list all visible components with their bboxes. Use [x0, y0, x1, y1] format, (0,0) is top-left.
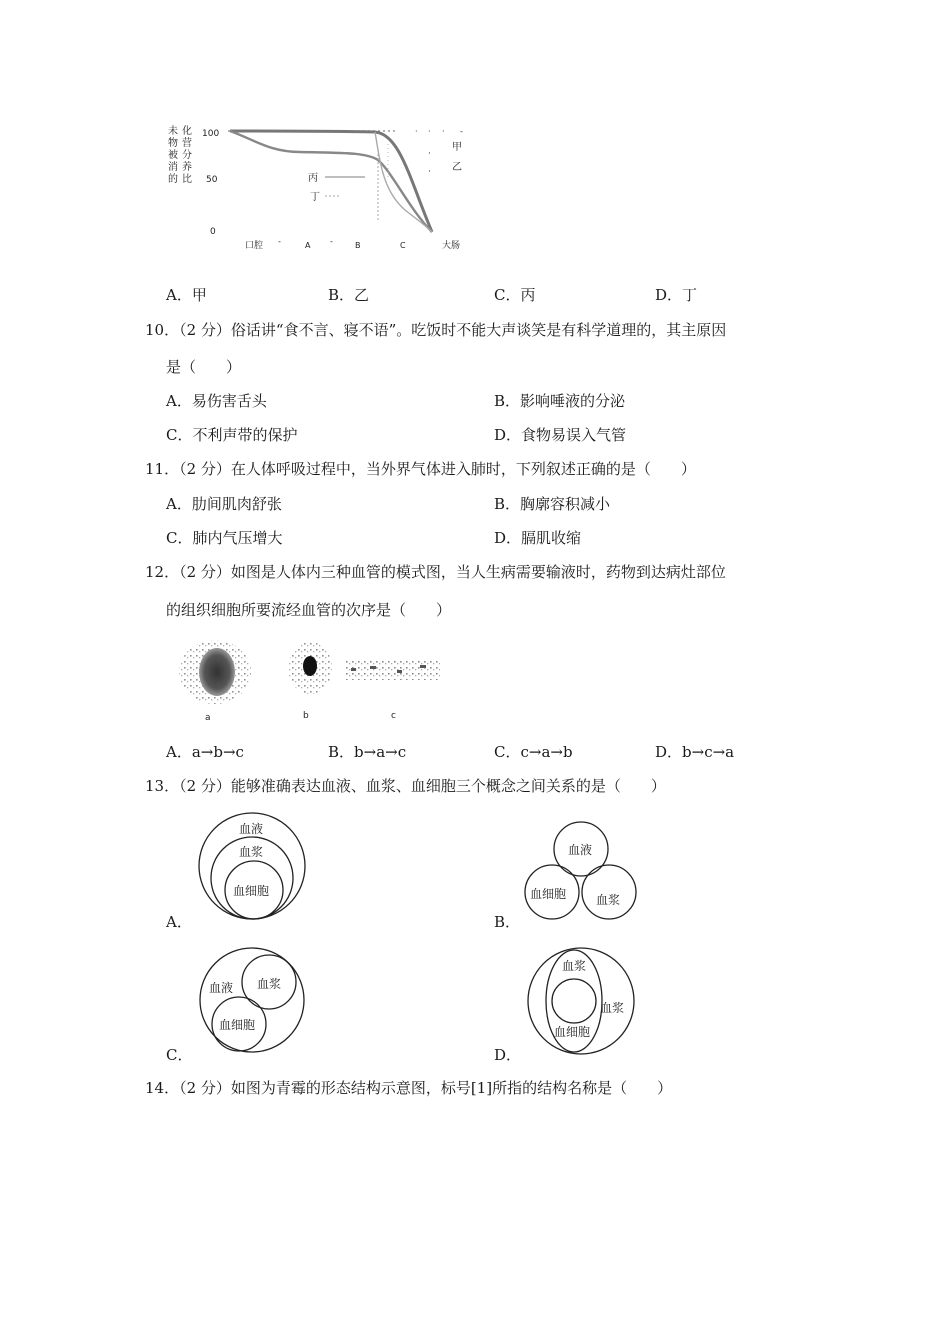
q13-stem	[145, 776, 666, 796]
ylabel-char: 物	[168, 138, 178, 149]
term-cells: 血细胞	[219, 1018, 256, 1032]
q10-option-c[interactable]	[166, 425, 298, 445]
option-text: 肺内气压增大	[192, 529, 283, 547]
label-c: c	[391, 711, 396, 721]
option-letter: C．	[166, 426, 193, 444]
term-blood: 血浆	[600, 1001, 625, 1015]
option-letter: C．	[494, 743, 521, 761]
option-text: 丁	[682, 286, 698, 304]
y-tick-0: 0	[210, 227, 216, 237]
y-tick-100: 100	[202, 129, 220, 139]
ylabel-char: 比	[182, 174, 192, 185]
ylabel-char: 消	[168, 162, 178, 173]
question-number: 13．	[145, 777, 180, 795]
venn-option-b[interactable]	[522, 812, 642, 922]
option-letter: D．	[494, 426, 522, 444]
svg-text:-: -	[460, 127, 463, 136]
q11-stem	[145, 459, 696, 479]
option-text: 膈肌收缩	[521, 529, 582, 547]
q9-option-d[interactable]	[655, 285, 697, 305]
q12-option-d[interactable]	[655, 742, 734, 762]
q11-option-a[interactable]	[166, 494, 282, 514]
option-text: a→b→c	[191, 743, 244, 761]
q9-option-c[interactable]	[494, 285, 536, 305]
label-ding: 丁	[310, 192, 320, 203]
x-tick-large-intestine: 大肠	[442, 241, 461, 251]
option-letter: A．	[166, 286, 192, 304]
venn-option-a[interactable]	[195, 810, 310, 922]
q10-stem-cont: 是（ ）	[166, 358, 242, 376]
ylabel-char: 营	[182, 138, 192, 149]
y-tick-50: 50	[206, 175, 218, 185]
option-text: 胸廓容积减小	[520, 495, 611, 513]
option-letter: D．	[655, 743, 683, 761]
term-cells: 血细胞	[554, 1025, 591, 1039]
term-blood: 血液	[239, 822, 264, 836]
option-letter: A．	[166, 392, 192, 410]
ylabel-char: 的	[168, 174, 178, 185]
question-number: 10．	[145, 321, 180, 339]
svg-text:-: -	[330, 237, 333, 246]
option-letter: C．	[166, 529, 193, 547]
term-plasma: 血浆	[257, 977, 282, 991]
vessel-c	[345, 660, 440, 680]
term-cells: 血细胞	[233, 884, 270, 898]
x-tick-b: B	[355, 241, 361, 250]
option-letter: C．	[494, 286, 521, 304]
venn-option-c[interactable]	[195, 944, 310, 1056]
question-text: （2 分）能够准确表达血液、血浆、血细胞三个概念之间关系的是（ ）	[179, 777, 666, 795]
ylabel-char: 分	[182, 150, 192, 161]
label-yi: 乙	[452, 162, 462, 173]
q11-option-b[interactable]	[494, 494, 610, 514]
option-letter: B．	[328, 286, 355, 304]
option-letter: B．	[328, 743, 355, 761]
q11-option-d[interactable]	[494, 528, 581, 548]
ylabel-char: 化	[182, 126, 192, 137]
curve-bing	[375, 132, 432, 232]
x-tick-mouth: 口腔	[245, 241, 264, 251]
q12-option-b[interactable]	[328, 742, 406, 762]
question-text: （2 分）如图是人体内三种血管的模式图，当人生病需要输液时，药物到达病灶部位	[179, 563, 726, 581]
option-letter: D．	[494, 529, 522, 547]
q9-option-b[interactable]	[328, 285, 369, 305]
q13-option-c-label[interactable]: C．	[166, 1046, 193, 1064]
option-letter: B．	[494, 495, 521, 513]
question-text: （2 分）俗话讲“食不言、寝不语”。吃饭时不能大声谈笑是有科学道理的，其主原因	[179, 321, 727, 339]
vessel-b	[288, 642, 332, 694]
option-letter: B．	[494, 392, 521, 410]
option-text: b→c→a	[682, 743, 735, 761]
q10-option-d[interactable]	[494, 425, 626, 445]
question-number: 11．	[145, 460, 180, 478]
curve-jia	[230, 131, 432, 232]
curve-yi	[230, 131, 432, 232]
label-b: b	[303, 711, 309, 721]
q10-stem	[145, 320, 726, 340]
svg-text:·: ·	[442, 127, 445, 136]
ylabel-char: 养	[182, 162, 192, 173]
q13-option-b-label[interactable]: B．	[494, 913, 521, 931]
option-text: 乙	[354, 286, 370, 304]
option-text: b→a→c	[354, 743, 407, 761]
option-text: 肋间肌肉舒张	[191, 495, 282, 513]
q14-stem	[145, 1078, 672, 1098]
question-text: （2 分）在人体呼吸过程中，当外界气体进入肺时，下列叙述正确的是（ ）	[179, 460, 696, 478]
svg-text:-: -	[278, 237, 281, 246]
q10-option-a[interactable]	[166, 391, 267, 411]
q12-option-a[interactable]	[166, 742, 244, 762]
term-blood: 血液	[209, 981, 234, 995]
option-letter: A．	[166, 743, 192, 761]
blood-vessel-figure	[165, 630, 455, 725]
svg-text:·: ·	[428, 149, 431, 159]
svg-text:·: ·	[428, 167, 431, 177]
option-text: c→a→b	[520, 743, 573, 761]
q12-stem-cont: 的组织细胞所要流经血管的次序是（ ）	[166, 601, 452, 619]
label-bing: 丙	[308, 173, 318, 184]
question-number: 12．	[145, 563, 180, 581]
option-letter: A．	[166, 495, 192, 513]
vessel-a	[179, 640, 251, 704]
term-plasma: 血浆	[239, 845, 264, 859]
q11-option-c[interactable]	[166, 528, 283, 548]
graph-ylabel	[168, 124, 192, 185]
x-tick-a: A	[305, 241, 311, 250]
q12-option-c[interactable]	[494, 742, 573, 762]
svg-text:·: ·	[428, 127, 431, 136]
ylabel-char: 被	[168, 150, 178, 161]
option-text: 甲	[191, 286, 207, 304]
q12-stem	[145, 562, 726, 582]
label-jia: 甲	[452, 142, 462, 153]
digestion-graph	[160, 120, 490, 260]
ylabel-char: 未	[168, 126, 178, 137]
q13-option-d-label[interactable]: D．	[494, 1046, 522, 1064]
label-a: a	[205, 713, 211, 723]
q13-option-a-label[interactable]: A．	[166, 913, 192, 931]
question-number: 14．	[145, 1079, 180, 1097]
option-text: 易伤害舌头	[191, 392, 267, 410]
term-plasma: 血浆	[596, 893, 621, 907]
option-letter: D．	[655, 286, 683, 304]
venn-option-d[interactable]	[524, 944, 639, 1058]
q10-option-b[interactable]	[494, 391, 625, 411]
option-text: 食物易误入气管	[521, 426, 627, 444]
x-tick-c: C	[400, 241, 406, 250]
term-plasma: 血浆	[562, 959, 587, 973]
q9-option-a[interactable]	[166, 285, 207, 305]
term-cells: 血细胞	[530, 887, 567, 901]
option-text: 影响唾液的分泌	[520, 392, 626, 410]
svg-text:·: ·	[415, 127, 418, 136]
option-text: 不利声带的保护	[192, 426, 298, 444]
term-blood: 血液	[568, 843, 593, 857]
question-text: （2 分）如图为青霉的形态结构示意图，标号[1]所指的结构名称是（ ）	[179, 1079, 673, 1097]
option-text: 丙	[520, 286, 536, 304]
